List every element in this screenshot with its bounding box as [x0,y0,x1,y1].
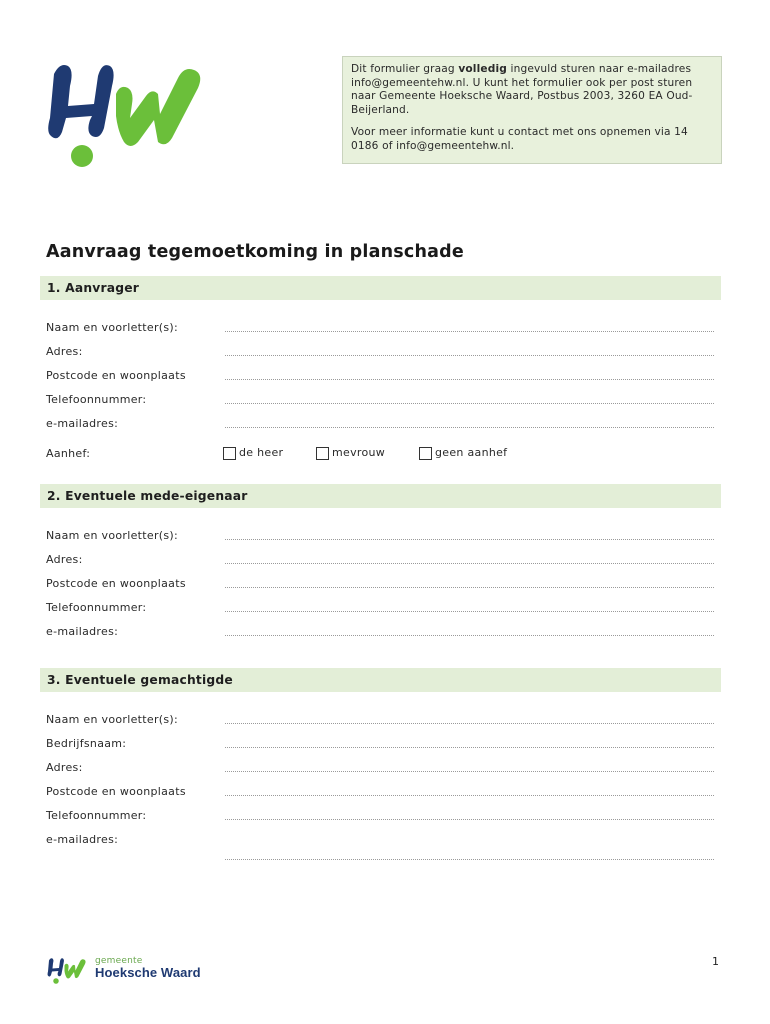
field-input-line[interactable] [225,379,714,380]
field-aanvrager-naam [46,321,714,341]
submission-instructions: Dit formulier graag volledig ingevuld sturen naar e-mailadres info@gemeentehw.nl. U kunt het formulier ook per post sturen naar Gemeente Hoeksche Waard, Postbus 2003, 3260 EA Oud-Beijerland. [351,63,693,116]
field-label: Adres: [46,761,83,774]
field-gemachtigde-naam [46,713,714,733]
aanhef-label: Aanhef: [46,447,91,460]
section-title: 3. Eventuele gemachtigde [47,673,233,687]
checkbox-geen-aanhef[interactable] [419,447,432,460]
field-aanvrager-email [46,417,714,437]
field-input-line[interactable] [225,747,714,748]
field-label: e-mailadres: [46,625,119,638]
field-input-line[interactable] [225,403,714,404]
field-mede-eigenaar-adres [46,553,714,573]
field-input-line[interactable] [225,859,714,860]
field-aanvrager-telefoon [46,393,714,413]
field-input-line[interactable] [225,819,714,820]
hw-logo [46,56,214,168]
checkbox-mevrouw[interactable] [316,447,329,460]
field-aanvrager-adres [46,345,714,365]
field-input-line[interactable] [225,795,714,796]
field-gemachtigde-telefoon [46,809,714,829]
field-input-line[interactable] [225,771,714,772]
footer-logo-small-text: gemeente [95,956,143,966]
field-label: e-mailadres: [46,833,119,846]
field-input-line[interactable] [225,635,714,636]
field-label: Postcode en woonplaats [46,369,186,382]
section-aanvrager-header [40,276,721,300]
page-number: 1 [712,955,719,968]
field-label: Bedrijfsnaam: [46,737,127,750]
field-input-line[interactable] [225,611,714,612]
section-title: 1. Aanvrager [47,281,140,295]
section-mede-eigenaar-header [40,484,721,508]
field-mede-eigenaar-naam [46,529,714,549]
field-input-line[interactable] [225,331,714,332]
field-input-line[interactable] [225,355,714,356]
field-label: Naam en voorletter(s): [46,713,179,726]
footer-logo [46,956,226,986]
aanhef-row [46,447,714,467]
field-gemachtigde-email-line [46,849,714,869]
field-label: Naam en voorletter(s): [46,321,179,334]
field-mede-eigenaar-telefoon [46,601,714,621]
section-gemachtigde-header [40,668,721,692]
checkbox-label-de-heer: de heer [239,446,284,459]
field-label: Adres: [46,553,83,566]
document-title: Aanvraag tegemoetkoming in planschade [46,242,464,262]
field-gemachtigde-bedrijfsnaam [46,737,714,757]
field-mede-eigenaar-email [46,625,714,645]
field-label: Adres: [46,345,83,358]
field-gemachtigde-adres [46,761,714,781]
field-input-line[interactable] [225,563,714,564]
field-aanvrager-postcode [46,369,714,389]
section-title: 2. Eventuele mede-eigenaar [47,489,248,503]
submission-info-box [342,56,722,164]
field-input-line[interactable] [225,587,714,588]
field-label: Telefoonnummer: [46,393,147,406]
field-input-line[interactable] [225,723,714,724]
checkbox-label-mevrouw: mevrouw [332,446,386,459]
field-label: Telefoonnummer: [46,809,147,822]
field-label: Postcode en woonplaats [46,785,186,798]
checkbox-label-geen-aanhef: geen aanhef [435,446,508,459]
field-gemachtigde-postcode [46,785,714,805]
footer-logo-big-text: Hoeksche Waard [95,965,201,980]
checkbox-de-heer[interactable] [223,447,236,460]
hw-logo-small [46,956,90,984]
field-label: e-mailadres: [46,417,119,430]
field-label: Naam en voorletter(s): [46,529,179,542]
field-label: Telefoonnummer: [46,601,147,614]
field-input-line[interactable] [225,427,714,428]
field-label: Postcode en woonplaats [46,577,186,590]
field-input-line[interactable] [225,539,714,540]
field-mede-eigenaar-postcode [46,577,714,597]
contact-instructions: Voor meer informatie kunt u contact met ons opnemen via 14 0186 of info@gemeentehw.nl. [351,126,688,152]
